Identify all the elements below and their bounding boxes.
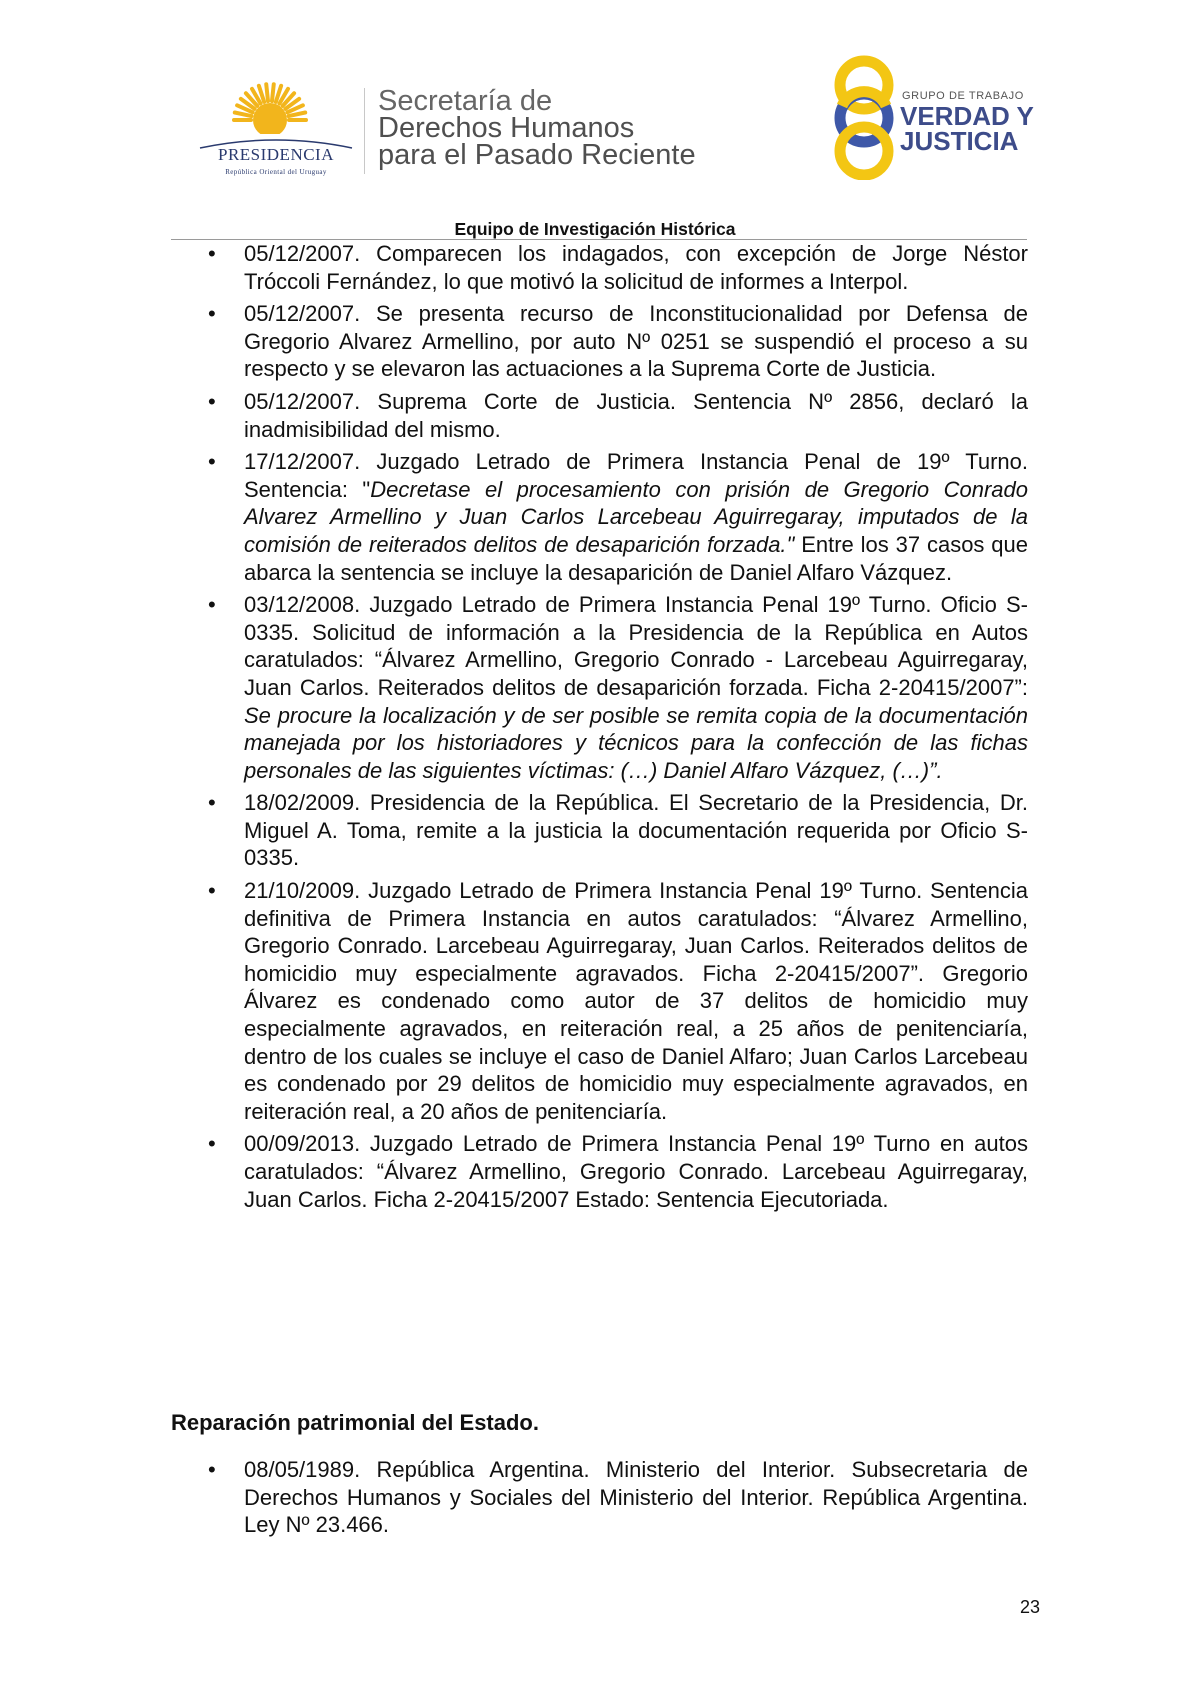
chronology-list: [171, 240, 1028, 1218]
list-item: [171, 388, 1028, 443]
verdad-justicia-logo: [824, 54, 1044, 184]
item-segment: 05/12/2007. Se presenta recurso de Inconstitucionalidad por Defensa de Gregorio Alvarez Armellino, por auto Nº 0251 se suspendió el proceso a su respecto y se elevaron las actuaciones a la Suprema Corte de Justicia.: [244, 301, 1028, 382]
item-text: [244, 878, 1028, 1124]
item-segment: 05/12/2007. Comparecen los indagados, con excepción de Jorge Néstor Tróccoli Fernández, lo que motivó la solicitud de informes a Interpol.: [244, 241, 1028, 294]
page-number: 23: [1019, 1597, 1040, 1617]
rings-icon: [824, 54, 904, 180]
item-text: [244, 301, 1028, 381]
item-text: [244, 241, 1028, 294]
list-item: [171, 789, 1028, 872]
list-item: [171, 448, 1028, 586]
bullet-icon: •: [208, 241, 216, 266]
bullet-icon: •: [208, 790, 216, 816]
bullet-icon: •: [208, 592, 216, 618]
item-segment: 21/10/2009. Juzgado Letrado de Primera Instancia Penal 19º Turno. Sentencia definitiva de Primera Instancia en autos caratulados: “Álvarez Armellino, Gregorio Conrado. Larcebeau Aguirregaray, Juan Carlos. Reiterados delitos de homicidio muy especialmente agravados. Ficha 2-20415/2007”. Gregorio Álvarez es condenado como autor de 37 delitos de homicidio muy especialmente agravados, en reiteración real, a 25 años de penitenciaría, dentro de los cuales se incluye el caso de Daniel Alfaro; Juan Carlos Larcebeau es condenado por 29 delitos de homicidio muy especialmente agravados, en reiteración real, a 20 años de penitenciaría.: [244, 878, 1028, 1124]
presidencia-logo: [196, 80, 356, 180]
grupo-label: GRUPO DE TRABAJO: [902, 90, 1024, 102]
bullet-icon: •: [208, 1131, 216, 1157]
reparacion-list: [171, 1456, 1028, 1544]
team-title: Equipo de Investigación Histórica: [454, 219, 736, 239]
bullet-icon: •: [208, 449, 216, 475]
bullet-icon: •: [208, 1457, 216, 1482]
list-item: [171, 240, 1028, 295]
verdad-justicia-title: [900, 101, 1034, 156]
section-heading: Reparación patrimonial del Estado.: [171, 1410, 539, 1435]
item-segment: 00/09/2013. Juzgado Letrado de Primera Instancia Penal 19º Turno en autos caratulados: “Álvarez Armellino, Gregorio Conrado. Larcebeau Aguirregaray, Juan Carlos. Ficha 2-20415/2007 Estado: Sentencia Ejecutoriada.: [244, 1131, 1028, 1212]
item-text: [244, 449, 1028, 584]
presidencia-subtitle: República Oriental del Uruguay: [225, 168, 327, 176]
list-item: [171, 877, 1028, 1125]
verdad-line: VERDAD Y: [900, 101, 1034, 131]
item-text: [244, 1131, 1028, 1211]
item-segment: 03/12/2008. Juzgado Letrado de Primera Instancia Penal 19º Turno. Oficio S-0335. Solicitud de información a la Presidencia de la República en Autos caratulados: “Álvarez Armellino, Gregorio Conrado - Larcebeau Aguirregaray, Juan Carlos. Reiterados delitos de desaparición forzada. Ficha 2-20415/2007”:: [244, 592, 1028, 700]
page-header: [0, 0, 1190, 240]
secretaria-line-1: Secretaría de: [378, 85, 553, 117]
header-divider: [364, 88, 365, 174]
item-quote: Se procure la localización y de ser posible se remita copia de la documentación manejada por los historiadores y técnicos para la confección de las fichas personales de las siguientes víctimas: (…) Daniel Alfaro Vázquez, (…)”.: [244, 702, 1028, 783]
item-text: [244, 1457, 1028, 1537]
item-segment: 08/05/1989. República Argentina. Ministerio del Interior. Subsecretaria de Derechos Humanos y Sociales del Ministerio del Interior. República Argentina. Ley Nº 23.466.: [244, 1457, 1028, 1538]
bullet-icon: •: [208, 301, 216, 327]
bullet-icon: •: [208, 878, 216, 904]
item-segment: 05/12/2007. Suprema Corte de Justicia. Sentencia Nº 2856, declaró la inadmisibilidad del mismo.: [244, 388, 1028, 442]
bullet-icon: •: [208, 388, 216, 414]
item-segment: 17/12/2007. Juzgado Letrado de Primera Instancia Penal de 19º Turno. Sentencia: ": [244, 449, 1028, 502]
item-text: [244, 790, 1028, 870]
list-item: [171, 300, 1028, 383]
presidencia-name: PRESIDENCIA: [217, 145, 334, 164]
list-item: [171, 591, 1028, 784]
item-segment: Entre los 37 casos que abarca la sentencia se incluye la desaparición de Daniel Alfaro Vázquez.: [244, 531, 1028, 585]
secretaria-logo-text: [378, 85, 696, 171]
item-text: [244, 592, 1028, 783]
list-item: [171, 1130, 1028, 1213]
justicia-line: JUSTICIA: [900, 126, 1019, 156]
item-text: [244, 389, 1028, 442]
secretaria-line-3: para el Pasado Reciente: [378, 139, 696, 171]
secretaria-line-2: Derechos Humanos: [378, 112, 635, 144]
list-item: [171, 1456, 1028, 1539]
item-quote: Decretase el procesamiento con prisión de Gregorio Conrado Alvarez Armellino y Juan Carlos Larcebeau Aguirregaray, imputados de la comisión de reiterados delitos de desaparición forzada.": [244, 476, 1028, 557]
item-segment: 18/02/2009. Presidencia de la República. El Secretario de la Presidencia, Dr. Miguel A. Toma, remite a la justicia la documentación requerida por Oficio S-0335.: [244, 790, 1028, 871]
